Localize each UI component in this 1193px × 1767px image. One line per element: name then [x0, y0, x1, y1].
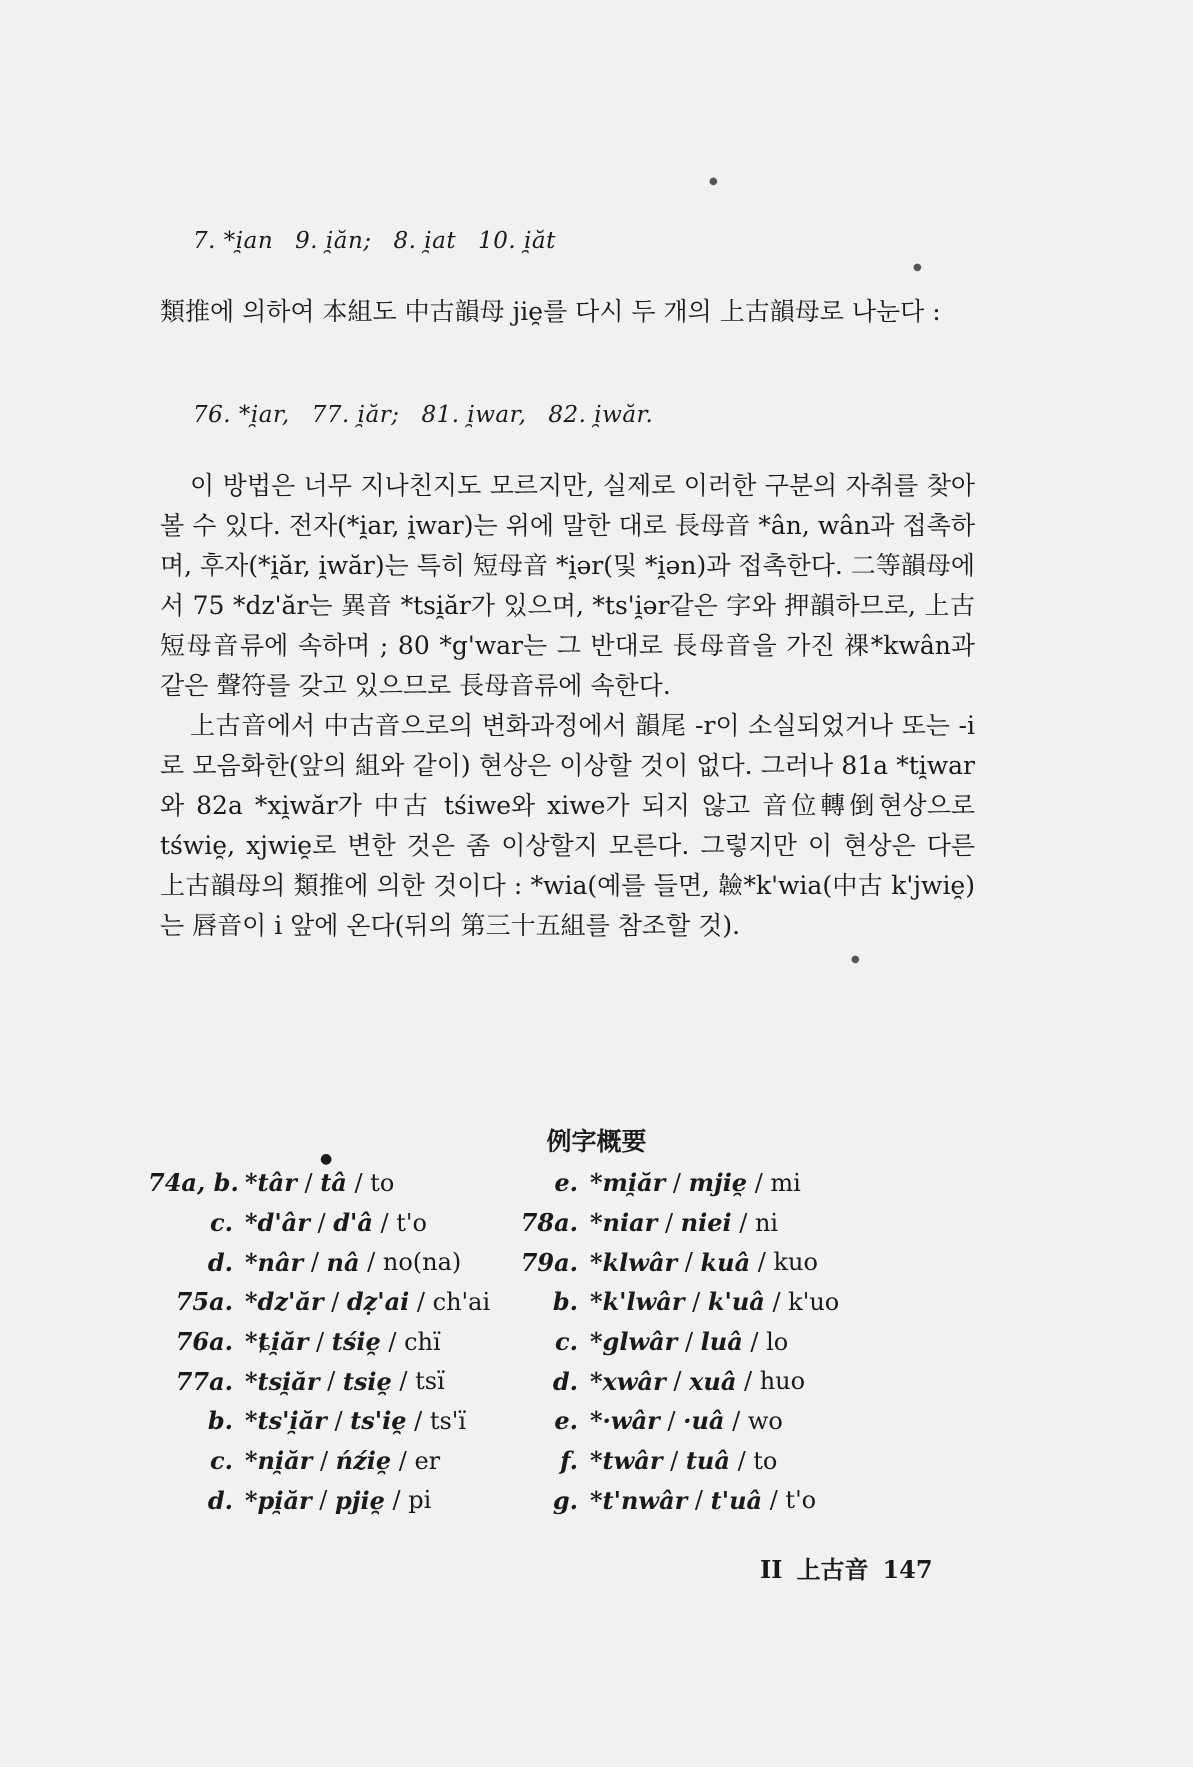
formula-line-2 — [193, 402, 675, 428]
modern-form: huo — [759, 1367, 806, 1396]
archaic-form: *tsi̯ăr — [245, 1366, 320, 1396]
ancient-form: tâ — [320, 1168, 347, 1198]
example-number: 77a. — [175, 1366, 233, 1396]
examples-right-column — [478, 1163, 839, 1520]
example-number: e. — [554, 1168, 578, 1198]
example-row: b. *ts'i̯ăr / ts'ie̯ / ts'ï — [148, 1401, 490, 1441]
ancient-form: nâ — [326, 1247, 360, 1277]
example-number: e. — [554, 1406, 578, 1436]
formula-term: 10. i̯ăt — [478, 228, 556, 254]
archaic-form: *dz'ăr — [245, 1287, 324, 1317]
ancient-form: d'â — [333, 1208, 373, 1238]
modern-form: to — [753, 1446, 778, 1475]
archaic-form: *pi̯ăr — [245, 1485, 312, 1515]
example-row: d. *pi̯ăr / pjie̯ / pi — [148, 1481, 490, 1521]
archaic-form: *nâr — [245, 1247, 304, 1277]
example-number: d. — [207, 1485, 233, 1515]
modern-form: mi — [770, 1168, 801, 1197]
example-number: 74a, b. — [148, 1168, 239, 1198]
stray-speck: ● — [709, 176, 718, 187]
example-row: g. *t'nwâr / t'uâ / t'o — [478, 1481, 839, 1521]
example-row: c. *glwâr / luâ / lo — [478, 1322, 839, 1362]
paragraph-3: 上古音에서 中古音으로의 변화과정에서 韻尾 -r이 소실되었거나 또는 -i로 모음화한(앞의 組와 같이) 현상은 이상할 것이 없다. 그러나 81a *ti̯war와 82a *xi̯wăr가 中古 tśiwe와 xiwe가 되지 않고 音位轉倒현상으로 tświe̯, xjwie̯로 변한 것은 좀 이상할지 모른다. 그렇지만 이 현상은 다른 上古韻母의 類推에 의한 것이다 : *wia(예를 들면, 𩏩*k'wia(中古 k'jwie̯)는 唇音이 i 앞에 온다(뒤의 第三十五組를 참조할 것). — [160, 711, 975, 940]
archaic-form: *ȶi̯ăr — [245, 1327, 309, 1357]
modern-form: chï — [404, 1327, 441, 1356]
example-number: c. — [210, 1208, 233, 1238]
modern-form: tsï — [415, 1367, 445, 1396]
modern-form: ts'ï — [429, 1406, 467, 1435]
archaic-form: *d'âr — [245, 1208, 310, 1238]
chapter-title: 上古音 — [796, 1555, 869, 1584]
example-number: c. — [555, 1327, 578, 1357]
archaic-form: *niar — [590, 1208, 658, 1238]
modern-form: ni — [754, 1208, 779, 1237]
archaic-form: *klwâr — [590, 1247, 678, 1277]
examples-left-column — [148, 1163, 490, 1520]
modern-form: wo — [747, 1406, 783, 1435]
stray-dot: ● — [320, 1151, 333, 1167]
ancient-form: t'uâ — [710, 1485, 763, 1515]
ancient-form: niei — [680, 1208, 732, 1238]
ancient-form: mjie̯ — [688, 1168, 748, 1198]
modern-form: pi — [408, 1486, 432, 1515]
example-row: 79a. *klwâr / kuâ / kuo — [478, 1242, 839, 1282]
example-row: d. *nâr / nâ / no(na) — [148, 1242, 490, 1282]
chapter-number: II — [760, 1555, 783, 1584]
example-row: 74a, b. *târ / tâ / to — [148, 1168, 395, 1198]
example-row: c. *d'âr / d'â / t'o — [148, 1203, 490, 1243]
archaic-form: *mi̯ăr — [590, 1168, 666, 1198]
stray-speck: ● — [851, 954, 860, 965]
ancient-form: ts'ie̯ — [350, 1406, 407, 1436]
example-number: 76a. — [175, 1327, 233, 1357]
archaic-form: *·wâr — [590, 1406, 660, 1436]
modern-form: ch'ai — [432, 1287, 491, 1316]
archaic-form: *ni̯ăr — [245, 1446, 313, 1476]
paragraph-1: 類推에 의하여 本組도 中古韻母 jie̯를 다시 두 개의 上古韻母로 나눈다 : — [160, 297, 941, 326]
formula-term: 9. i̯ăn; — [295, 228, 372, 254]
modern-form: kuo — [773, 1248, 818, 1277]
example-number: d. — [552, 1366, 578, 1396]
example-row: c. *ni̯ăr / ńźie̯ / er — [148, 1441, 490, 1481]
modern-form: t'o — [396, 1208, 427, 1237]
ancient-form: xuâ — [689, 1366, 737, 1396]
modern-form: t'o — [785, 1486, 817, 1515]
example-row: 75a. *dz'ăr / dẓ'ai / ch'ai — [148, 1282, 490, 1322]
modern-form: to — [370, 1168, 395, 1197]
example-row: e. *·wâr / ·uâ / wo — [478, 1401, 839, 1441]
archaic-form: *glwâr — [590, 1327, 678, 1357]
ancient-form: kuâ — [700, 1247, 751, 1277]
example-row: 76a. *ȶi̯ăr / tśie̯ / chï — [148, 1322, 490, 1362]
example-row: 78a. *niar / niei / ni — [478, 1203, 839, 1243]
formula-term: 82. i̯wăr. — [548, 402, 654, 428]
formula-term: 7. *i̯an — [193, 228, 274, 254]
archaic-form: *xwâr — [590, 1366, 666, 1396]
example-row: d. *xwâr / xuâ / huo — [478, 1361, 839, 1401]
ancient-form: k'uâ — [707, 1287, 765, 1317]
ancient-form: tśie̯ — [331, 1327, 381, 1357]
archaic-form: *k'lwâr — [590, 1287, 685, 1317]
modern-form: no(na) — [382, 1248, 462, 1277]
modern-form: lo — [766, 1327, 789, 1356]
example-number: b. — [552, 1287, 578, 1317]
example-row: b. *k'lwâr / k'uâ / k'uo — [478, 1282, 839, 1322]
example-row: 77a. *tsi̯ăr / tsie̯ / tsï — [148, 1361, 490, 1401]
example-row: e. *mi̯ăr / mjie̯ / mi — [478, 1163, 839, 1203]
ancient-form: ·uâ — [683, 1406, 725, 1436]
modern-form: er — [414, 1446, 441, 1475]
example-number: b. — [207, 1406, 233, 1436]
ancient-form: luâ — [700, 1327, 743, 1357]
formula-term: 77. i̯ăr; — [311, 402, 400, 428]
formula-term: 8. i̯at — [393, 228, 457, 254]
modern-form: k'uo — [788, 1287, 840, 1316]
stray-speck: ● — [913, 262, 922, 273]
ancient-form: ńźie̯ — [335, 1446, 392, 1476]
paragraph-2: 이 방법은 너무 지나친지도 모르지만, 실제로 이러한 구분의 자취를 찾아볼 수 있다. 전자(*i̯ar, i̯war)는 위에 말한 대로 長母音 *ân, wân과 접촉하며, 후자(*i̯ăr, i̯wăr)는 특히 短母音 *i̯ər(및 *i̯ən)과 접촉한다. 二等韻母에서 75 *dz'ăr는 異音 *tsi̯ăr가 있으며, *ts'i̯ər같은 字와 押韻하므로, 上古短母音류에 속하며 ; 80 *g'war는 그 반대로 長母音을 가진 祼*kwân과 같은 聲符를 갖고 있으므로 長母音류에 속한다. — [160, 471, 975, 700]
example-number: c. — [210, 1446, 233, 1476]
formula-term: 76. *i̯ar, — [193, 402, 290, 428]
ancient-form: dẓ'ai — [346, 1287, 410, 1317]
formula-line-1 — [193, 228, 578, 254]
example-number: 78a. — [520, 1208, 578, 1238]
example-number: g. — [552, 1485, 578, 1515]
archaic-form: *târ — [245, 1168, 297, 1198]
ancient-form: tuâ — [685, 1446, 730, 1476]
example-number: f. — [560, 1446, 578, 1476]
example-number: 79a. — [520, 1247, 578, 1277]
formula-term: 81. i̯war, — [421, 402, 527, 428]
example-row: f. *twâr / tuâ / to — [478, 1441, 839, 1481]
page-number: 147 — [882, 1555, 933, 1584]
archaic-form: *ts'i̯ăr — [245, 1406, 327, 1436]
section-title: 例字概要 — [546, 1127, 647, 1156]
archaic-form: *t'nwâr — [590, 1485, 688, 1515]
page-footer — [760, 1550, 947, 1585]
example-number: 75a. — [175, 1287, 233, 1317]
ancient-form: pjie̯ — [335, 1485, 385, 1515]
ancient-form: tsie̯ — [342, 1366, 392, 1396]
archaic-form: *twâr — [590, 1446, 663, 1476]
example-number: d. — [207, 1247, 233, 1277]
